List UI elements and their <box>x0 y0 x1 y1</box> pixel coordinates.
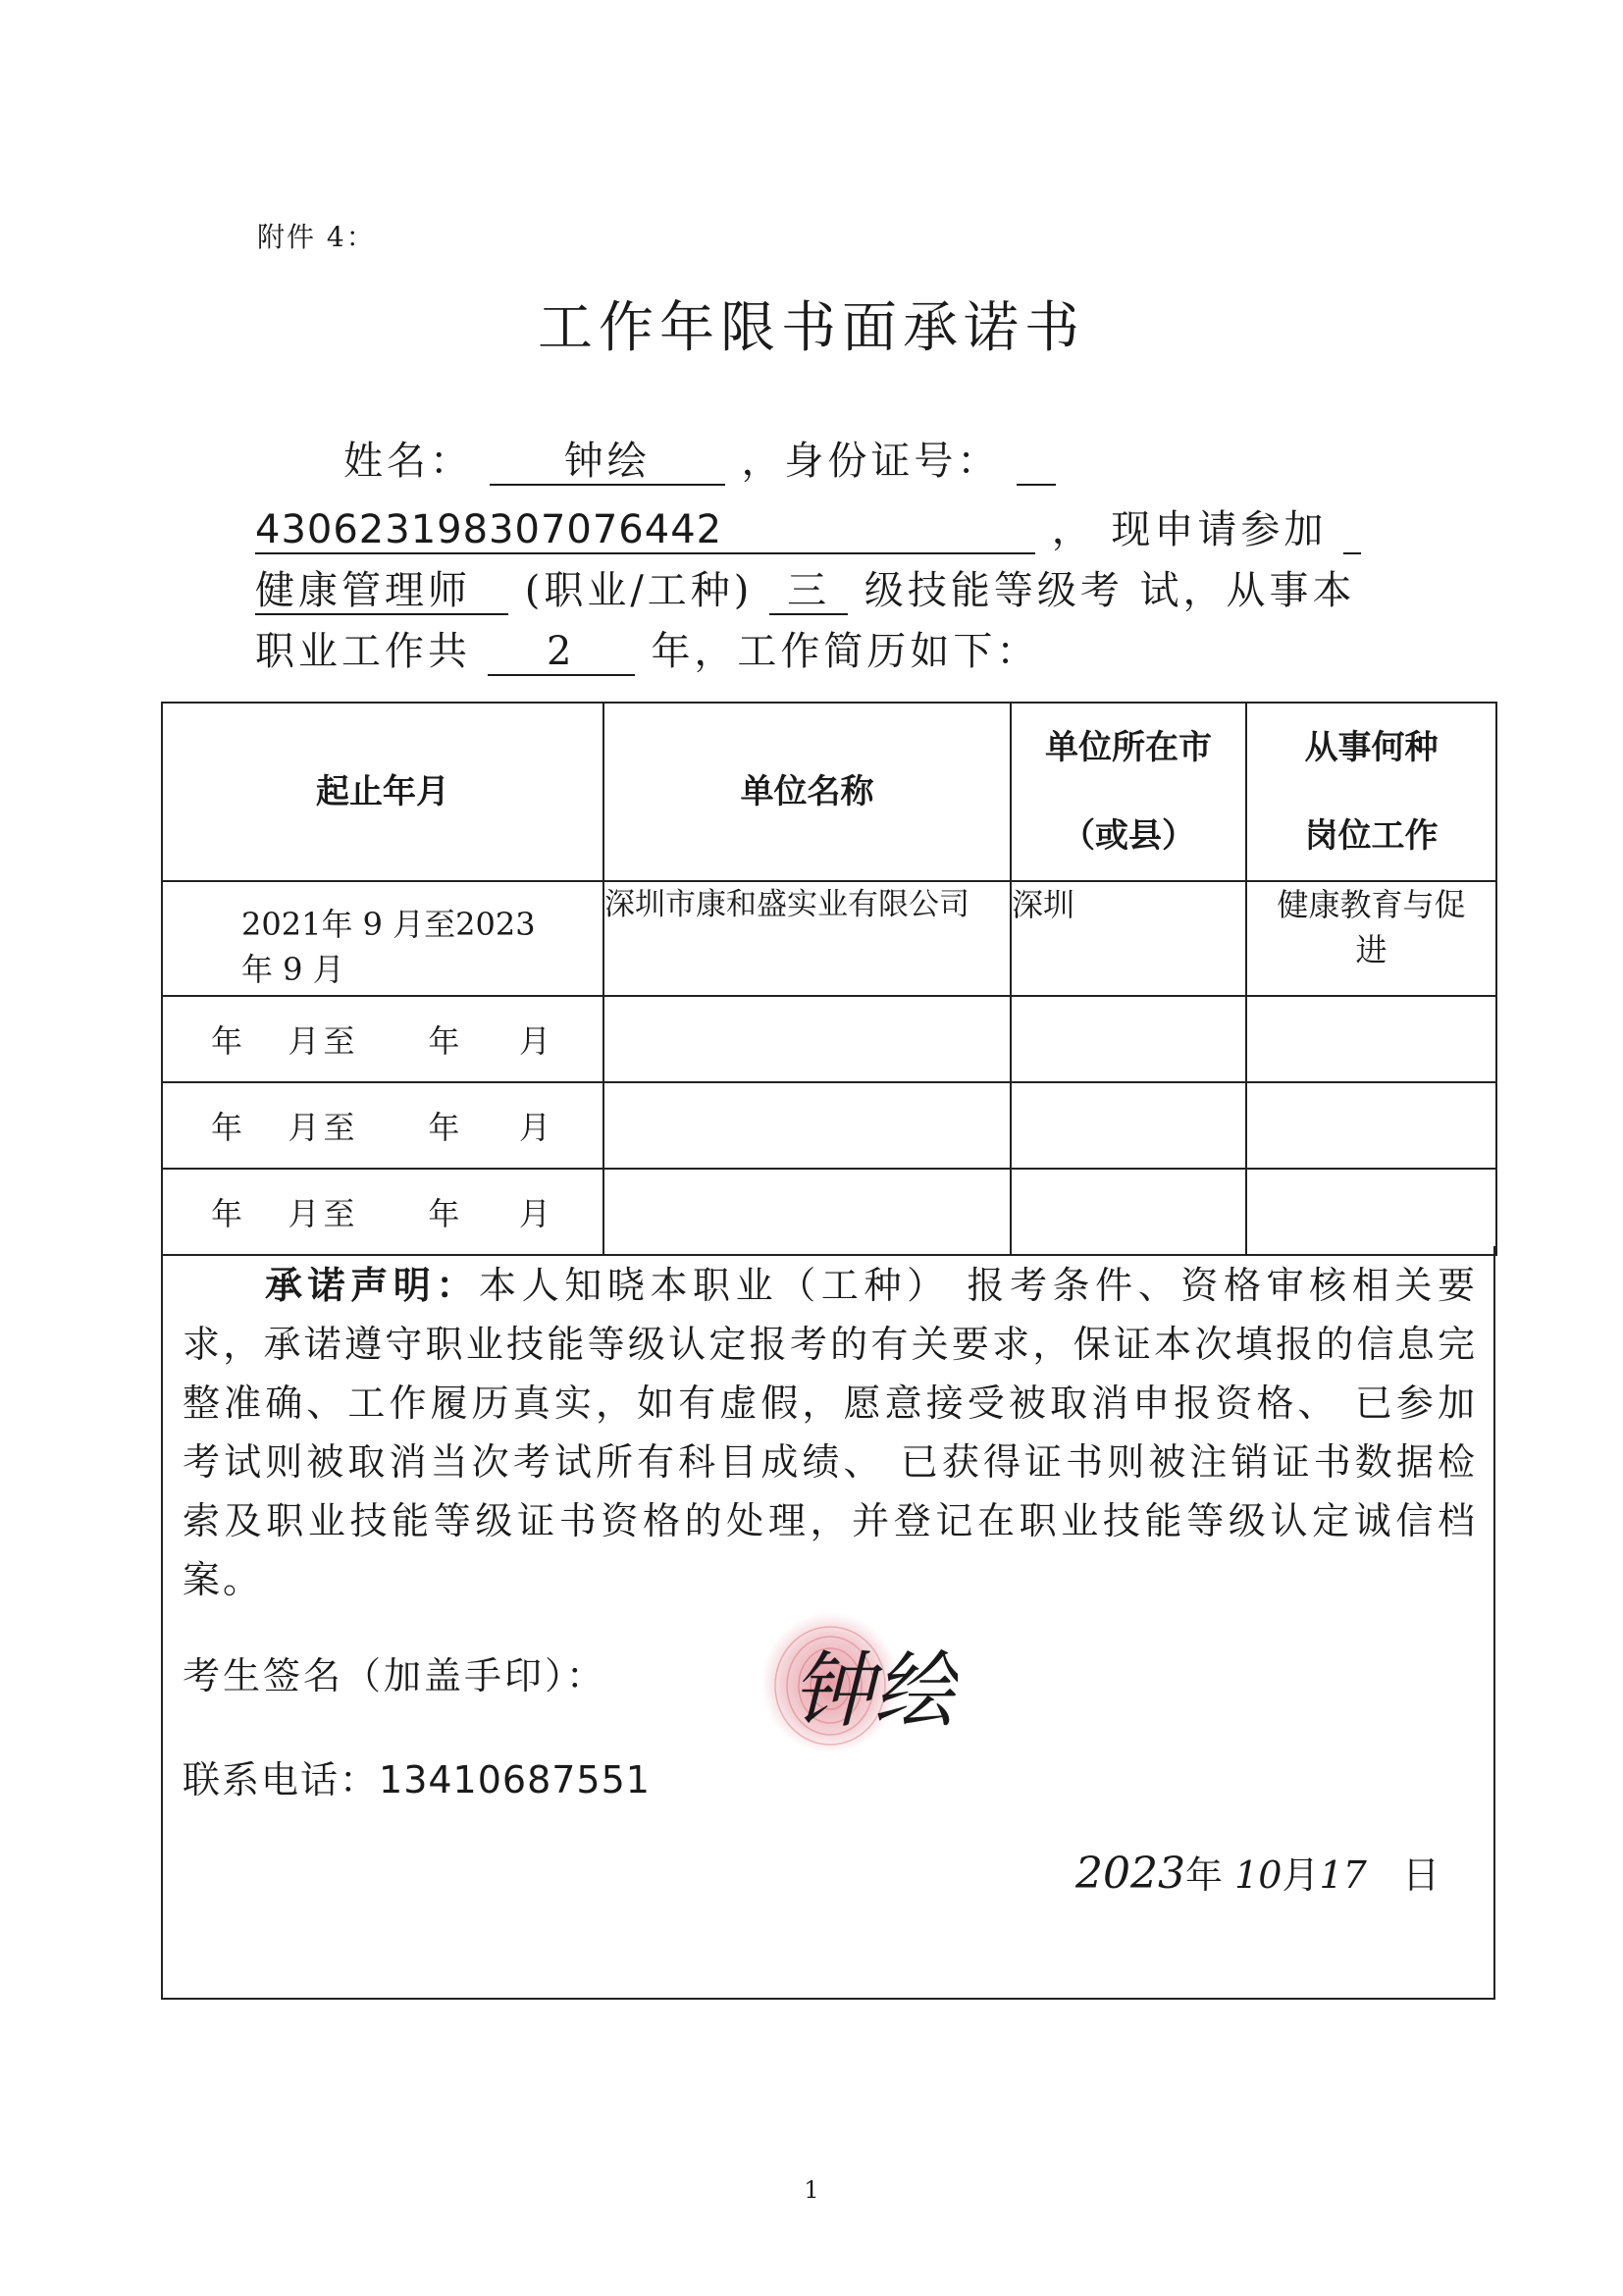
years-prefix: 职业工作共 <box>255 629 471 674</box>
year-label: 年 <box>428 1109 464 1146</box>
attachment-label: 附件 4： <box>257 221 376 253</box>
table-header-row <box>162 703 1496 881</box>
row2-city <box>1011 996 1246 1082</box>
table-row <box>162 1169 1496 1255</box>
header-city-line2: （或县） <box>1062 816 1195 856</box>
occupation-suffix: (职业/工种) <box>524 568 754 613</box>
row2-company <box>603 996 1011 1082</box>
row3-position <box>1246 1082 1496 1169</box>
row4-position <box>1246 1169 1496 1255</box>
month-label: 月 <box>519 1109 555 1146</box>
years-suffix: 年，工作简历如下： <box>651 629 1040 674</box>
row1-position <box>1246 881 1496 996</box>
document-title: 工作年限书面承诺书 <box>538 296 1085 360</box>
year-label: 年 <box>210 1195 246 1232</box>
occupation-value: 健康管理师 <box>255 568 508 615</box>
row1-position-line2: 进 <box>1355 931 1387 968</box>
year-label: 年 <box>428 1022 464 1060</box>
page-number: 1 <box>804 2176 819 2204</box>
declaration-box <box>161 1246 1495 2000</box>
level-value: 三 <box>769 568 848 615</box>
header-period: 起止年月 <box>162 703 603 881</box>
row3-company <box>603 1082 1011 1169</box>
row1-company: 深圳市康和盛实业有限公司 <box>603 881 1011 996</box>
year-label: 年 <box>210 1022 246 1060</box>
handwritten-signature: 钟绘 <box>791 1643 957 1739</box>
name-value: 钟绘 <box>490 439 725 486</box>
row3-city <box>1011 1082 1246 1169</box>
month-label: 月 <box>519 1195 555 1232</box>
row4-company <box>603 1169 1011 1255</box>
date-month: 10 <box>1234 1853 1283 1897</box>
table-row <box>162 996 1496 1082</box>
date-month-unit: 月 <box>1282 1853 1320 1897</box>
row2-period <box>162 996 603 1082</box>
years-value: 2 <box>488 629 635 676</box>
phone-line <box>183 1749 651 1803</box>
signature-fingerprint-graphic <box>634 1599 958 1766</box>
header-position-line2: 岗位工作 <box>1304 816 1439 856</box>
month-to-label: 月至 <box>288 1109 359 1146</box>
table-row <box>162 881 1496 996</box>
date-day: 17 <box>1319 1853 1367 1897</box>
date-day-unit: 日 <box>1402 1853 1440 1897</box>
declaration-heading: 承诺声明： <box>265 1264 480 1307</box>
month-label: 月 <box>519 1022 555 1060</box>
row4-city <box>1011 1169 1246 1255</box>
year-label: 年 <box>210 1109 246 1146</box>
id-line <box>255 498 1361 554</box>
header-position <box>1246 703 1496 881</box>
header-company: 单位名称 <box>603 703 1011 881</box>
name-line <box>343 430 1056 486</box>
row1-period-line1: 2021年 9 月至2023 <box>241 905 536 943</box>
date-year-unit: 年 <box>1184 1853 1223 1897</box>
apply-underline <box>1343 507 1361 554</box>
row1-city: 深圳 <box>1011 881 1246 996</box>
date-year: 2023 <box>1075 1849 1185 1899</box>
id-number-value: 430623198307076442 <box>255 507 1035 554</box>
apply-text: ， 现申请参加 <box>1051 507 1328 552</box>
header-city <box>1011 703 1246 881</box>
declaration-text <box>183 1256 1478 1609</box>
name-label: 姓名： <box>343 439 473 484</box>
occupation-line <box>255 559 1356 615</box>
header-position-line1: 从事何种 <box>1304 728 1439 767</box>
id-label: ，身份证号： <box>741 439 1001 484</box>
work-history-table <box>161 702 1497 1256</box>
signature-label: 考生签名（加盖手印）： <box>183 1654 607 1697</box>
declaration-body: 本人知晓本职业（工种） 报考条件、资格审核相关要求，承诺遵守职业技能等级认定报考的有关要求，保证本次填报的信息完整准确、工作履历真实，如有虚假，愿意接受被取消申报资格、 已参加考试则被取消当次考试所有科目成绩、 已获得证书则被注销证书数据检索及职业技能等级证书资格的处理，并登记在职业技能等级认定诚信档案。 <box>183 1264 1478 1601</box>
row4-period <box>162 1169 603 1255</box>
years-line <box>255 620 1039 676</box>
row1-position-line1: 健康教育与促 <box>1277 886 1466 923</box>
row3-period <box>162 1082 603 1169</box>
phone-value: 13410687551 <box>379 1758 651 1801</box>
date-line <box>1075 1845 1440 1899</box>
level-suffix: 级技能等级考 试，从事本 <box>864 568 1356 613</box>
header-city-line1: 单位所在市 <box>1045 728 1212 767</box>
month-to-label: 月至 <box>288 1195 359 1232</box>
phone-label: 联系电话： <box>183 1758 380 1801</box>
row1-period-line2: 年 9 月 <box>241 950 344 988</box>
row2-position <box>1246 996 1496 1082</box>
year-label: 年 <box>428 1195 464 1232</box>
row1-period <box>162 881 603 996</box>
table-row <box>162 1082 1496 1169</box>
month-to-label: 月至 <box>288 1022 359 1060</box>
id-underline-start <box>1017 439 1056 486</box>
